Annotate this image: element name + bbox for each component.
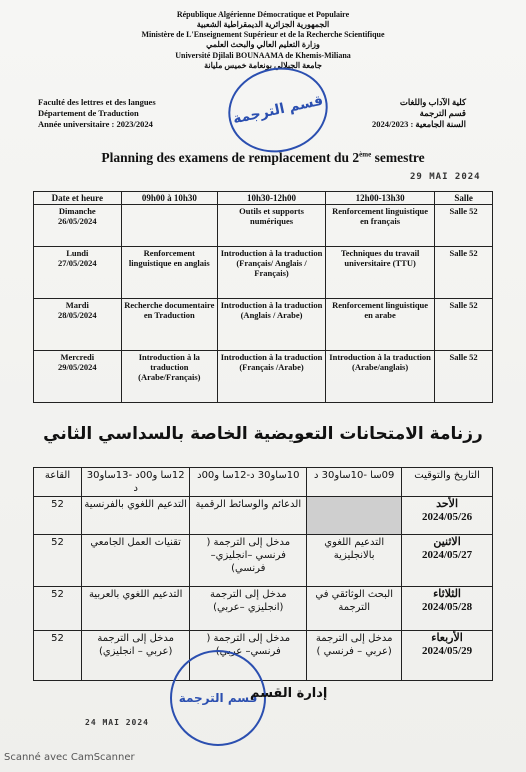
slot1-cell: [307, 497, 402, 535]
slot3-cell: Techniques du travail universitaire (TTU): [326, 247, 435, 299]
faculty-fr: Faculté des lettres et des langues: [38, 97, 156, 107]
header-cell: 10h30-12h00: [218, 192, 326, 205]
slot3-cell: مدخل إلى الترجمة (عربي – انجليزي): [82, 631, 190, 681]
slot2-cell: مدخل إلى الترجمة ( فرنسي –انجليزي– فرنسي): [190, 535, 307, 587]
table-row: [34, 205, 493, 247]
header-cell: 10ساو30 د-12سا و00د: [190, 468, 307, 497]
faculty-ar: كلية الآداب واللغات: [399, 97, 466, 107]
room-cell: 52: [34, 631, 82, 681]
table-row: [34, 631, 493, 681]
room-cell: Salle 52: [435, 205, 493, 247]
slot2-cell: Outils et supports numériques: [218, 205, 326, 247]
slot2-cell: الدعائم والوسائط الرقمية: [190, 497, 307, 535]
day-cell: الثلاثاء 2024/05/28: [402, 587, 493, 631]
day-cell: Mardi 28/05/2024: [34, 299, 122, 351]
slot1-cell: [121, 205, 217, 247]
table-row: [34, 497, 493, 535]
day-cell: الاثنين 2024/05/27: [402, 535, 493, 587]
slot1-cell: البحث الوثائقي في الترجمة: [307, 587, 402, 631]
slot3-cell: Renforcement linguistique en arabe: [326, 299, 435, 351]
university-stamp: [220, 59, 335, 162]
room-cell: 52: [34, 535, 82, 587]
table-header-row: [34, 468, 493, 497]
header-cell: Salle: [435, 192, 493, 205]
slot3-cell: التدعيم اللغوي بالعربية: [82, 587, 190, 631]
day-cell: Dimanche 26/05/2024: [34, 205, 122, 247]
exam-table-ar: [33, 467, 493, 681]
slot2-cell: Introduction à la traduction (Français/ Anglais / Français): [218, 247, 326, 299]
room-cell: Salle 52: [435, 299, 493, 351]
room-cell: 52: [34, 587, 82, 631]
header-cell: التاريخ والتوقيت: [402, 468, 493, 497]
table-row: [34, 351, 493, 403]
header-cell: 12h00-13h30: [326, 192, 435, 205]
slot3-cell: التدعيم اللغوي بالفرنسية: [82, 497, 190, 535]
bottom-date-stamp: 24 MAI 2024: [85, 718, 149, 727]
day-cell: الأربعاء 2024/05/29: [402, 631, 493, 681]
room-cell: Salle 52: [435, 247, 493, 299]
slot1-cell: Introduction à la traduction (Arabe/Français): [121, 351, 217, 403]
header-cell: القاعة: [34, 468, 82, 497]
title-fr: Planning des examens de remplacement du 2ème semestre: [101, 150, 425, 165]
department-fr: Département de Traduction: [38, 108, 139, 118]
slot3-cell: Introduction à la traduction (Arabe/anglais): [326, 351, 435, 403]
slot3-cell: Renforcement linguistique en français: [326, 205, 435, 247]
signature-label: إدارة القسم: [250, 686, 328, 701]
table-row: [34, 247, 493, 299]
slot2-cell: Introduction à la traduction (Anglais / Arabe): [218, 299, 326, 351]
table-row: [34, 299, 493, 351]
header-cell: 12سا و00د -13ساو30 د: [82, 468, 190, 497]
academic-year-fr: Année universitaire : 2023/2024: [38, 119, 153, 129]
title-ar: رزنامة الامتحانات التعويضية الخاصة بالسداسي الثاني: [43, 424, 483, 444]
header-ar-line1: الجمهورية الجزائرية الديمقراطية الشعبية: [196, 20, 330, 29]
header-ar-line2: وزارة التعليم العالي والبحث العلمي: [206, 40, 320, 49]
slot2-cell: مدخل إلى الترجمة ( فرنسي– عربي): [190, 631, 307, 681]
scanner-footer: Scanné avec CamScanner: [4, 752, 135, 763]
header-fr-line3: Université Djilali BOUNAAMA de Khemis-Miliana: [175, 51, 351, 60]
room-cell: 52: [34, 497, 82, 535]
slot2-cell: Introduction à la traduction (Français /Arabe): [218, 351, 326, 403]
header-fr-line1: République Algérienne Démocratique et Populaire: [176, 10, 350, 19]
header-fr-line2: Ministère de L'Enseignement Supérieur et de la Recherche Scientifique: [141, 30, 385, 39]
header-cell: 09سا -10ساو30 د: [307, 468, 402, 497]
header-cell: 09h00 à 10h30: [121, 192, 217, 205]
slot1-cell: مدخل إلى الترجمة (عربي – فرنسي ): [307, 631, 402, 681]
day-cell: Mercredi 29/05/2024: [34, 351, 122, 403]
table-header-row: [34, 192, 493, 205]
slot2-cell: مدخل إلى الترجمة (انجليزي –عربي): [190, 587, 307, 631]
stamp-text: قسم الترجمة: [231, 92, 325, 128]
room-cell: Salle 52: [435, 351, 493, 403]
slot1-cell: Recherche documentaire en Traduction: [121, 299, 217, 351]
header-cell: Date et heure: [34, 192, 122, 205]
header-ar-line3: جامعة الجيلالي بونعامة خميس مليانة: [204, 61, 322, 70]
date-stamp: 29 MAI 2024: [410, 172, 481, 182]
slot1-cell: Renforcement linguistique en anglais: [121, 247, 217, 299]
department-ar: قسم الترجمة: [419, 108, 466, 118]
exam-table-fr: [33, 191, 493, 403]
stamp-text: قسم الترجمة: [178, 691, 258, 705]
academic-year-ar: السنة الجامعية : 2024/2023: [371, 119, 466, 129]
table-row: [34, 587, 493, 631]
day-cell: الأحد 2024/05/26: [402, 497, 493, 535]
slot3-cell: تقنيات العمل الجامعي: [82, 535, 190, 587]
day-cell: Lundi 27/05/2024: [34, 247, 122, 299]
slot1-cell: التدعيم اللغوي بالانجليزية: [307, 535, 402, 587]
table-row: [34, 535, 493, 587]
